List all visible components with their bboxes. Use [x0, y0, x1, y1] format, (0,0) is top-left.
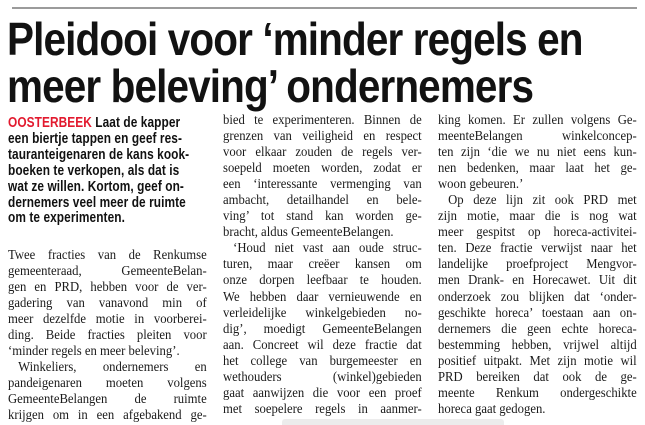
text-line: pandeigenaren moeten volgens	[8, 375, 207, 391]
intro-first-line	[8, 116, 207, 132]
text-line: een biertje tappen en geef res-	[8, 130, 183, 147]
text-line: landelijke proefproject Mengvor-	[438, 256, 637, 272]
text-line: woon gebeuren.’	[438, 176, 524, 192]
text-line: voor elkaar zouden de regels ver-	[223, 144, 422, 160]
text-line: zijn motie, maar die is nog wat	[438, 208, 637, 224]
text-line: ten. Deze fractie verwijst naar het	[438, 240, 637, 256]
text-line: We hebben daar vernieuwende en	[223, 288, 422, 304]
text-line: tauranteigenaren de kans kook-	[8, 146, 190, 163]
text-line: bestemming hebben, vrijwel altijd	[438, 336, 637, 352]
text-line: meer dezelfde motie in voorberei-	[8, 311, 207, 327]
text-line: king komen. Er zullen volgens Ge-	[438, 112, 637, 127]
text-line: gen en PRD, hebben voor de ver-	[8, 279, 207, 295]
text-line: bracht, aldus GemeenteBelangen.	[223, 224, 394, 240]
text-line: men Drank- en Horecawet. Uit dit	[438, 272, 637, 288]
text-line: grenzen van veiligheid en respect	[223, 128, 422, 144]
text-line: Winkeliers, ondernemers en	[18, 359, 207, 375]
text-line: positief uitpakt. Met zijn motie wil	[438, 352, 637, 368]
text-line: meente Renkum ondergeschikte	[438, 384, 637, 400]
text-line: onderzoek zou blijken dat ‘onder-	[438, 288, 637, 304]
text-line: Twee fracties van de Renkumse	[8, 247, 207, 262]
text-line: aan. Concreet wil deze fractie dat	[223, 336, 422, 352]
text-line: turen, maar creëer kansen om	[223, 256, 422, 272]
headline-line-2: meer beleving’ ondernemers	[7, 60, 534, 112]
text-line: dig’, moedigt GemeenteBelangen	[223, 320, 422, 336]
text-line: ving’ tot stand kan worden ge-	[223, 208, 422, 224]
text-line: horeca gaat gedogen.	[438, 400, 546, 416]
text-line: nen bedenken, maar laat het ge-	[438, 160, 637, 176]
text-line: met soepelere regels in aanmer-	[223, 400, 422, 416]
column-3-body	[438, 112, 637, 417]
text-line: ‘minder regels en meer beleving’.	[8, 343, 180, 359]
text-line: gadering van vanavond min of	[8, 295, 207, 311]
text-line: krijgen om in een afgebakend ge-	[8, 407, 207, 423]
text-line: bied te experimenteren. Binnen de	[223, 112, 422, 127]
text-line: een ‘interessante vermenging van	[223, 176, 422, 192]
text-line: dernemers die geen echte horeca-	[438, 320, 637, 336]
text-line: dernemers veel meer de ruimte	[8, 194, 186, 211]
text-line: ‘Houd niet vast aan oude struc-	[233, 240, 422, 256]
text-line: verleidelijke winkelgebieden no-	[223, 304, 422, 320]
text-line: gemeenteraad, GemeenteBelan-	[8, 263, 207, 279]
column-2-body	[223, 112, 422, 417]
text-line: wethouders (winkel)gebieden	[223, 368, 422, 384]
column-1-body	[8, 247, 207, 424]
text-line: meenteBelangen winkelconcep-	[438, 128, 637, 144]
article-headline	[7, 13, 645, 112]
text-line: soepeld moeten worden, zodat er	[223, 160, 422, 176]
intro-first-line-text: Laat de kapper	[91, 115, 181, 131]
text-line: GemeenteBelangen de ruimte	[8, 391, 207, 407]
text-line: gaat aanwijzen die voor een proef	[223, 384, 422, 400]
text-line: onze dorpen leefbaar te houden.	[223, 272, 422, 288]
dateline: OOSTERBEEK	[8, 115, 92, 131]
page-bottom-artifact	[282, 419, 504, 425]
text-line: geschikte horeca’ toestaan aan on-	[438, 304, 637, 320]
article-intro	[8, 116, 207, 227]
text-line: PRD bereiken dat ook de ge-	[438, 368, 637, 384]
text-line: ambacht, detailhandel en bele-	[223, 192, 422, 208]
text-line: om te experimenten.	[8, 210, 125, 227]
top-divider	[12, 7, 637, 9]
text-line: wat ze willen. Kortom, geef on-	[8, 178, 184, 195]
text-line: ding. Beide fracties pleiten voor	[8, 327, 207, 343]
text-line: het college van burgemeester en	[223, 352, 422, 368]
text-line: boeken te verkopen, als dat is	[8, 162, 180, 179]
text-line: ten zijn ‘die we nu niet eens kun-	[438, 144, 637, 160]
text-line: Op deze lijn zit ook PRD met	[448, 192, 637, 208]
text-line: meer gespitst op horeca-activitei-	[438, 224, 637, 240]
headline-line-1: Pleidooi voor ‘minder regels en	[7, 13, 583, 65]
intro-lines	[8, 132, 207, 227]
